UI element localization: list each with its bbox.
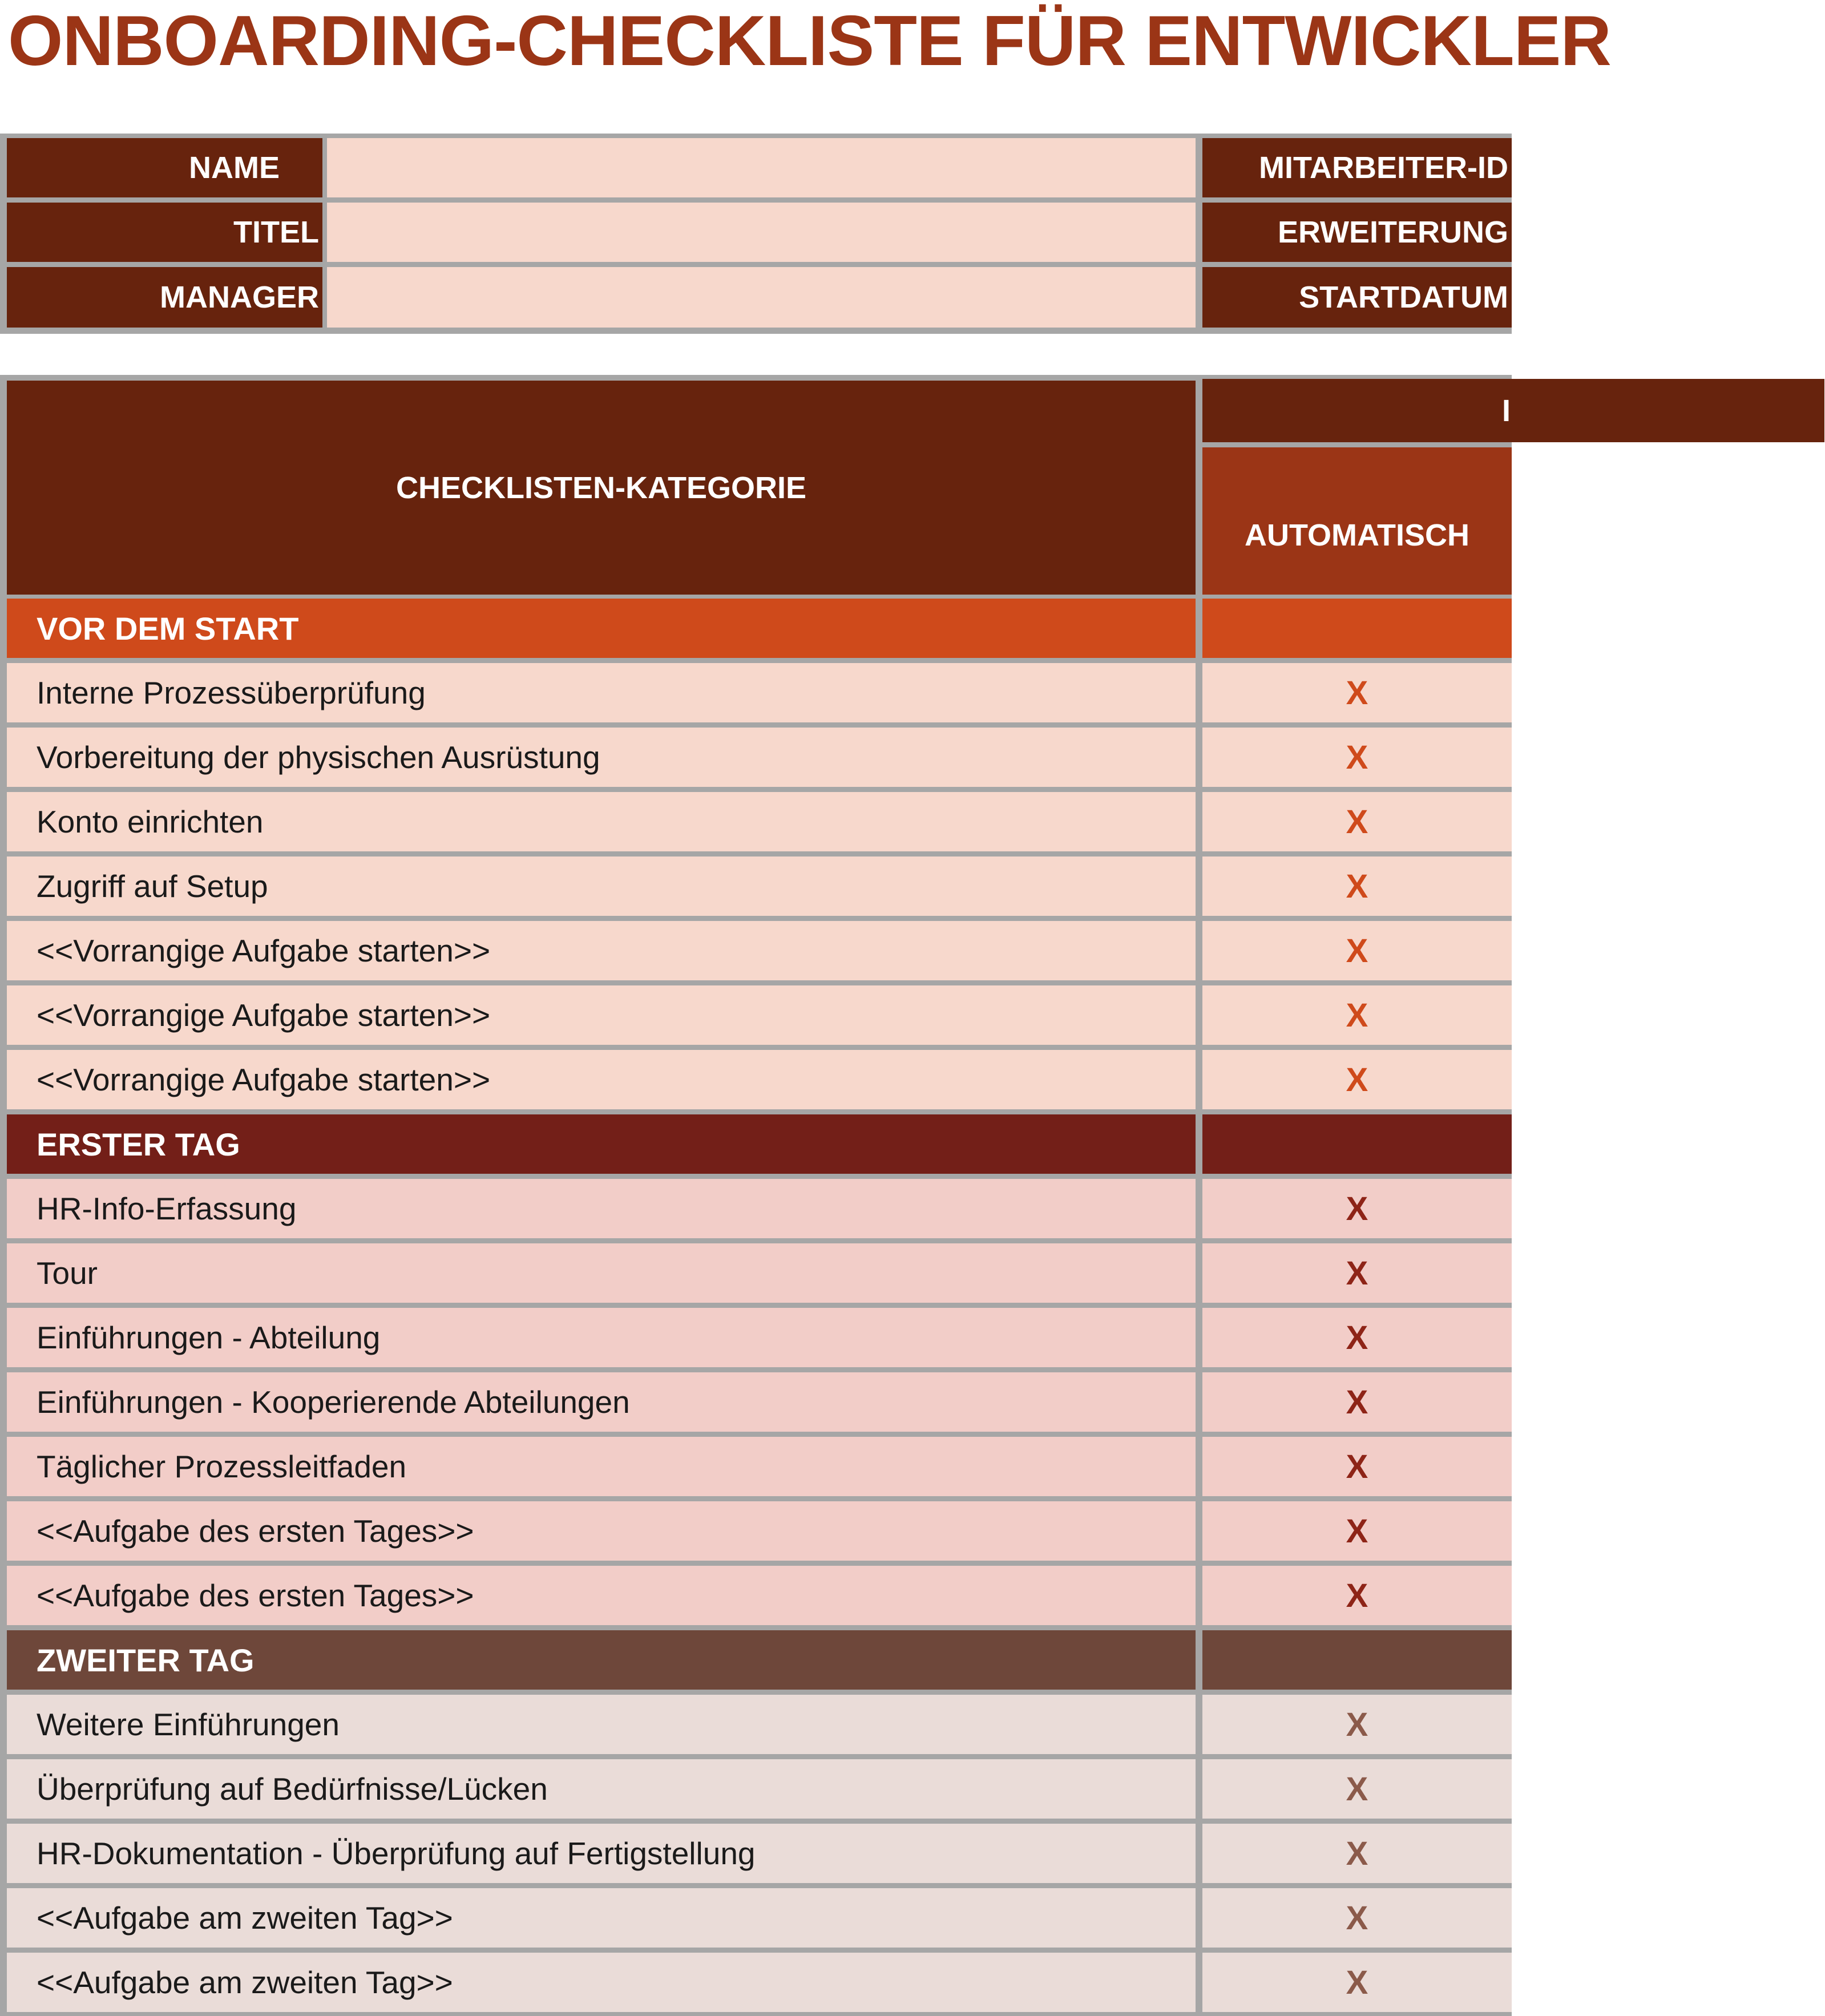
section-header: ERSTER TAG [7,1114,1196,1174]
section-header-mark-cell [1202,1630,1512,1690]
automatic-check-mark[interactable]: X [1202,1501,1512,1561]
checklist-item: Interne Prozessüberprüfung [7,663,1196,722]
checklist-item: <<Aufgabe des ersten Tages>> [7,1501,1196,1561]
title-label: TITEL [7,203,322,262]
section-header-mark-cell [1202,599,1512,658]
checklist-item: <<Vorrangige Aufgabe starten>> [7,1050,1196,1109]
category-header: CHECKLISTEN-KATEGORIE [7,381,1196,595]
automatic-check-mark[interactable]: X [1202,985,1512,1045]
checklist-item: <<Vorrangige Aufgabe starten>> [7,985,1196,1045]
automatic-check-mark[interactable]: X [1202,921,1512,980]
manager-input[interactable] [327,267,1196,328]
employee-id-label: MITARBEITER-ID [1202,138,1512,197]
checklist-item: <<Aufgabe am zweiten Tag>> [7,1953,1196,2012]
automatic-check-mark[interactable]: X [1202,1437,1512,1496]
name-input[interactable] [327,138,1196,197]
checklist-item: Vorbereitung der physischen Ausrüstung [7,728,1196,787]
automatic-check-mark[interactable]: X [1202,1308,1512,1367]
checklist-item: Einführungen - Kooperierende Abteilungen [7,1372,1196,1432]
automatic-check-mark[interactable]: X [1202,663,1512,722]
name-label: NAME [7,138,322,197]
manager-label: MANAGER [7,267,322,328]
checklist-item: Täglicher Prozessleitfaden [7,1437,1196,1496]
checklist-item: <<Aufgabe des ersten Tages>> [7,1566,1196,1625]
automatic-check-mark[interactable]: X [1202,1243,1512,1303]
checklist-item: <<Aufgabe am zweiten Tag>> [7,1888,1196,1948]
checklist-item: Tour [7,1243,1196,1303]
checklist-item: Weitere Einführungen [7,1695,1196,1754]
automatic-check-mark[interactable]: X [1202,1179,1512,1238]
checklist-item: <<Vorrangige Aufgabe starten>> [7,921,1196,980]
automatic-check-mark[interactable]: X [1202,1372,1512,1432]
checklist-item: HR-Info-Erfassung [7,1179,1196,1238]
automatic-check-mark[interactable]: X [1202,1759,1512,1819]
group-header: I [1202,379,1824,442]
checklist-item: HR-Dokumentation - Überprüfung auf Fertigstellung [7,1824,1196,1883]
automatic-check-mark[interactable]: X [1202,1566,1512,1625]
automatic-check-mark[interactable]: X [1202,1695,1512,1754]
automatic-check-mark[interactable]: X [1202,792,1512,851]
section-header-mark-cell [1202,1114,1512,1174]
automatic-check-mark[interactable]: X [1202,1050,1512,1109]
automatic-check-mark[interactable]: X [1202,1953,1512,2012]
section-header: ZWEITER TAG [7,1630,1196,1690]
title-input[interactable] [327,203,1196,262]
automatic-check-mark[interactable]: X [1202,857,1512,916]
automatic-check-mark[interactable]: X [1202,1824,1512,1883]
page-title: ONBOARDING-CHECKLISTE FÜR ENTWICKLER [8,2,1611,80]
checklist-item: Zugriff auf Setup [7,857,1196,916]
section-header: VOR DEM START [7,599,1196,658]
checklist-item: Konto einrichten [7,792,1196,851]
automatic-check-mark[interactable]: X [1202,1888,1512,1948]
checklist-item: Einführungen - Abteilung [7,1308,1196,1367]
start-date-label: STARTDATUM [1202,267,1512,328]
automatic-check-mark[interactable]: X [1202,728,1512,787]
automatic-header: AUTOMATISCH [1202,447,1512,595]
extension-label: ERWEITERUNG [1202,203,1512,262]
checklist-item: Überprüfung auf Bedürfnisse/Lücken [7,1759,1196,1819]
